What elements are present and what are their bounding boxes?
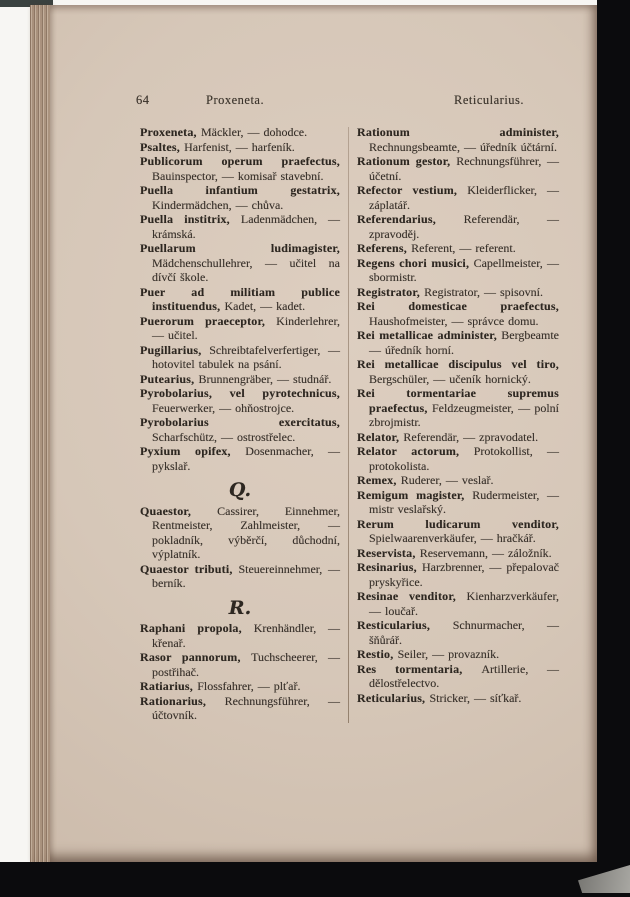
dictionary-entry: Rationum gestor, Rechnungsführer, — účetní. — [357, 154, 559, 183]
entry-lemma: Psaltes, — [140, 139, 185, 154]
dictionary-entry: Rasor pannorum, Tuchscheerer, — postřihač. — [140, 650, 340, 679]
entry-lemma: Reservista, — [357, 545, 420, 560]
entry-lemma: Pyrobolarius, vel pyrotechnicus, — [140, 386, 340, 400]
entry-lemma: Resinae venditor, — [357, 589, 467, 603]
scan-background-bottom — [0, 862, 630, 897]
dictionary-entry: Referens, Referent, — referent. — [357, 241, 516, 255]
header-keyword-right: Reticularius. — [454, 93, 525, 107]
dictionary-entry: Referendarius, Referendär, — zpravoděj. — [357, 212, 559, 241]
entry-lemma: Puerorum praeceptor, — [140, 313, 277, 328]
dictionary-entry: Remigum magister, Rudermeister, — mistr veslařský. — [357, 487, 559, 516]
entry-lemma: Ratiarius, — [140, 679, 198, 693]
dictionary-entry: Registrator, Registrator, — spisovní. — [357, 284, 543, 299]
entry-lemma: Rationum administer, — [357, 125, 559, 139]
entry-lemma: Resticularius, — [357, 618, 453, 632]
entry-lemma: Proxeneta, — [140, 125, 201, 139]
dictionary-entry: Rationarius, Rechnungsführer, — účtovník. — [140, 693, 340, 722]
dictionary-entry: Restio, Seiler, — provazník. — [357, 647, 500, 661]
dictionary-entry: Remex, Ruderer, — veslař. — [357, 473, 494, 487]
dictionary-entry: Puellarum ludimagister, Mädchenschullehrer, — učitel na dívčí škole. — [140, 241, 340, 284]
entry-lemma: Resinarius, — [357, 560, 423, 574]
dictionary-entry: Resinae venditor, Kienharzverkäufer, — loučař. — [357, 589, 559, 618]
right-column — [357, 125, 559, 705]
dictionary-entry: Puella institrix, Ladenmädchen, — krámská. — [140, 212, 340, 241]
entry-lemma: Regens chori musici, — [357, 255, 474, 270]
entry-lemma: Pyxium opifex, — [140, 444, 246, 458]
dictionary-entry: Quaestor, Cassirer, Einnehmer, Rentmeister, Zahlmeister, — pokladník, výběrčí, důchodní, výplatník. — [140, 503, 340, 561]
dictionary-entry: Raphani propola, Krenhändler, — křenař. — [140, 621, 340, 650]
entry-lemma: Pugillarius, — [140, 342, 210, 357]
dictionary-entry: Relator actorum, Protokollist, — protokolista. — [357, 444, 559, 473]
header-keyword-left: Proxeneta. — [206, 93, 265, 107]
entry-lemma: Rei domesticae praefectus, — [357, 299, 559, 313]
dictionary-entry: Relator, Referendär, — zpravodatel. — [357, 429, 539, 444]
entry-lemma: Pyrobolarius exercitatus, — [140, 415, 340, 429]
entry-lemma: Rationum gestor, — [357, 154, 457, 168]
entry-lemma: Remigum magister, — [357, 487, 473, 502]
entry-lemma: Puella institrix, — [140, 212, 241, 226]
dictionary-entry: Puella infantium gestatrix, Kindermädchen, — chůva. — [140, 183, 340, 212]
section-heading: Q. — [228, 479, 252, 501]
dictionary-entry: Quaestor tributi, Steuereinnehmer, — berník. — [140, 561, 340, 590]
entry-lemma: Puer ad militiam publice instituendus, — [140, 284, 340, 313]
entry-lemma: Quaestor tributi, — [140, 561, 239, 576]
page-edge-stack — [30, 5, 50, 862]
entry-lemma: Rei tormentariae supremus praefectus, — [357, 386, 559, 415]
dictionary-entry: Resticularius, Schnurmacher, — šňůrář. — [357, 618, 559, 647]
dictionary-entry: Puer ad militiam publice instituendus, Kadet, — kadet. — [140, 284, 340, 313]
dictionary-entry: Rei domesticae praefectus, Haushofmeister, — správce domu. — [357, 299, 559, 328]
column-divider-rule — [348, 127, 349, 723]
dictionary-entry: Rationum administer, Rechnungsbeamte, — úředník účtární. — [357, 125, 559, 154]
dictionary-entry: Proxeneta, Mäckler, — dohodce. — [140, 125, 308, 139]
dictionary-entry: Putearius, Brunnengräber, — studnář. — [140, 371, 332, 386]
entry-lemma: Registrator, — [357, 284, 425, 299]
entry-lemma: Relator actorum, — [357, 444, 474, 458]
entry-lemma: Reticularius, — [357, 690, 430, 705]
entry-lemma: Rei metallicae discipulus vel tiro, — [357, 357, 559, 371]
entry-lemma: Res tormentaria, — [357, 661, 482, 676]
entry-lemma: Refector vestium, — [357, 183, 468, 197]
left-column — [140, 125, 340, 723]
dictionary-entry: Resinarius, Harzbrenner, — přepalovač pryskyřice. — [357, 560, 559, 589]
entry-lemma: Rationarius, — [140, 693, 225, 708]
entry-lemma: Raphani propola, — [140, 621, 254, 635]
dictionary-entry: Rei tormentariae supremus praefectus, Feldzeugmeister, — polní zbrojmistr. — [357, 386, 559, 429]
dictionary-entry: Pyrobolarius, vel pyrotechnicus, Feuerwerker, — ohňostrojce. — [140, 386, 340, 415]
dictionary-entry: Regens chori musici, Capellmeister, — sbormistr. — [357, 255, 559, 284]
entry-lemma: Publicorum operum praefectus, — [140, 154, 340, 168]
dictionary-entry: Reservista, Reservemann, — záložník. — [357, 545, 552, 560]
entry-lemma: Referens, — [357, 241, 412, 255]
section-heading: R. — [228, 596, 252, 619]
entry-lemma: Rei metallicae administer, — [357, 328, 502, 342]
entry-lemma: Puellarum ludimagister, — [140, 241, 340, 255]
dictionary-entry: Pyrobolarius exercitatus, Scharfschütz, — ostrostřelec. — [140, 415, 340, 444]
dictionary-entry: Reticularius, Stricker, — síťkař. — [357, 690, 522, 705]
dictionary-entry: Pyxium opifex, Dosenmacher, — pykslař. — [140, 444, 340, 473]
dictionary-entry: Rei metallicae administer, Bergbeamte — úředník horní. — [357, 328, 559, 357]
dictionary-entry: Publicorum operum praefectus, Bauinspector, — komisař stavební. — [140, 154, 340, 183]
entry-lemma: Putearius, — [140, 371, 199, 386]
book-page — [30, 5, 597, 862]
entry-lemma: Rasor pannorum, — [140, 650, 252, 664]
entry-lemma: Restio, — [357, 647, 398, 661]
text-columns — [140, 125, 560, 723]
dictionary-entry: Res tormentaria, Artillerie, — dělostřelectvo. — [357, 661, 559, 690]
running-header — [30, 93, 597, 109]
entry-lemma: Quaestor, — [140, 503, 218, 518]
entry-lemma: Referendarius, — [357, 212, 464, 226]
entry-lemma: Relator, — [357, 429, 404, 444]
dictionary-entry: Ratiarius, Flossfahrer, — plťař. — [140, 679, 301, 693]
entry-lemma: Puella infantium gestatrix, — [140, 183, 340, 197]
dictionary-entry: Rei metallicae discipulus vel tiro, Bergschüler, — učeník hornický. — [357, 357, 559, 386]
page-number: 64 — [136, 93, 150, 107]
entry-lemma: Rerum ludicarum venditor, — [357, 516, 559, 531]
entry-lemma: Remex, — [357, 473, 401, 487]
dictionary-entry: Puerorum praeceptor, Kinderlehrer, — učitel. — [140, 313, 340, 342]
scan-background-right — [597, 0, 630, 897]
dictionary-entry: Refector vestium, Kleiderflicker, — záplatář. — [357, 183, 559, 212]
dictionary-entry: Rerum ludicarum venditor, Spielwaarenverkäufer, — hračkář. — [357, 516, 559, 545]
dictionary-entry: Psaltes, Harfenist, — harfeník. — [140, 139, 295, 154]
dictionary-entry: Pugillarius, Schreibtafelverfertiger, — hotovitel tabulek na psání. — [140, 342, 340, 371]
